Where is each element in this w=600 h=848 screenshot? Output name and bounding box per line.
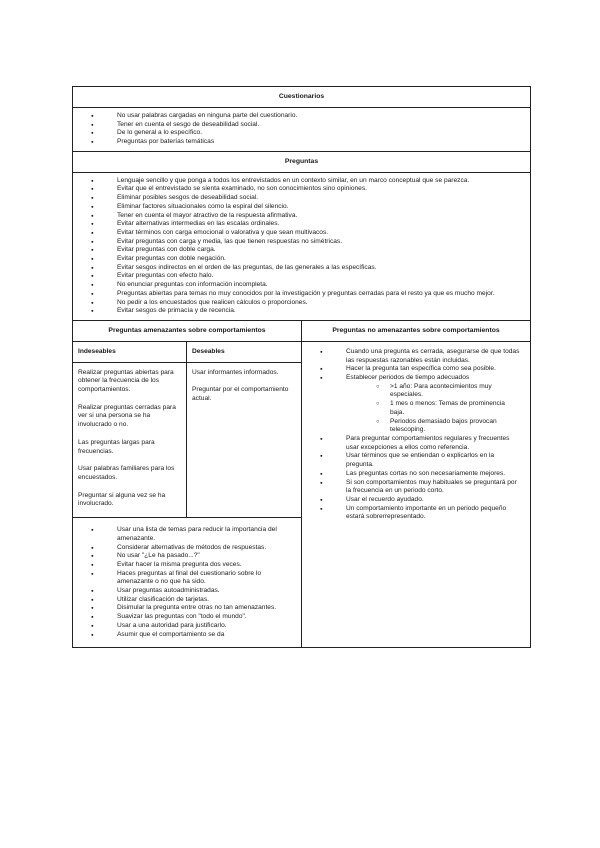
list-item: ● Haces preguntas al final del cuestionario sobre lo amenazante o no que ha sido.: [77, 570, 293, 587]
list-item: ● Usar el recuerdo ayudado.: [306, 496, 520, 505]
list-item: ● Evitar que el entrevistado se sienta examinado, no son conocimientos sino opiniones.: [77, 185, 524, 194]
list-item: ● Eliminar factores situacionales como la espiral del silencio.: [77, 203, 524, 212]
deseable-item: Preguntar por el comportamiento actual.: [192, 386, 289, 403]
list-item: ● Eliminar posibles sesgos de deseabilidad social.: [77, 194, 524, 203]
list-item: ● Lenguaje sencillo y que ponga a todos los entrevistados en un contexto similar, en un marco conceptual que se parezca.: [77, 177, 524, 186]
list-item: ● Preguntas por baterías temáticas: [77, 138, 524, 147]
amenazantes-heading: Preguntas amenazantes sobre comportamientos: [73, 321, 301, 342]
cuestionarios-section: [73, 108, 530, 152]
amenazantes-list-section: [73, 518, 301, 647]
indeseable-item: Preguntar si alguna vez se ha involucrado.: [78, 491, 166, 508]
document-table: [72, 86, 531, 648]
list-item-text: Establecer periodos de tiempo adecuados: [346, 374, 470, 382]
list-item: ● Utilizar clasificación de tarjetas.: [77, 596, 293, 605]
preguntas-section: [73, 173, 530, 321]
indeseable-item: Realizar preguntas abiertas para obtener la frecuencia de los comportamientos.: [78, 368, 174, 394]
indeseables-body: [73, 363, 186, 517]
list-item: ● Considerar alternativas de métodos de respuestas.: [77, 544, 293, 553]
list-item: ● Evitar preguntas con carga y media, las que tienen respuestas no simétricas.: [77, 238, 524, 247]
no-amenazantes-heading: Preguntas no amenazantes sobre comportamientos: [302, 321, 530, 342]
sub-list-item: ○ 1 mes o menos: Temas de prominencia baja.: [346, 400, 520, 417]
list-item: ● Evitar sesgos de primacía y de recencia.: [77, 307, 524, 316]
list-item: ● Evitar preguntas con doble negación.: [77, 255, 524, 264]
list-item: ● Para preguntar comportamientos regulares y frecuentes usar excepciones a ellos como referencia.: [306, 435, 520, 452]
list-item: ● Asumir que el comportamiento se da: [77, 631, 293, 640]
deseables-header: Deseables: [187, 342, 301, 363]
list-item: ● No usar "¿Le ha pasado...?": [77, 552, 293, 561]
list-item: [306, 374, 520, 435]
indeseable-item: Realizar preguntas cerradas para ver si una persona se ha involucrado o no.: [78, 403, 176, 429]
list-item: ● Hacer la pregunta tan específica como sea posible.: [306, 365, 520, 374]
list-item: ● Tener en cuenta el mayor atractivo de la respuesta afirmativa.: [77, 212, 524, 221]
list-item: ● Evitar preguntas con doble carga.: [77, 246, 524, 255]
list-item: ● Preguntas abiertas para temas no muy conocidos por la investigación y preguntas cerradas para el resto ya que es mucho mejor.: [77, 290, 524, 299]
list-item: ● Las preguntas cortas no son necesariamente mejores.: [306, 470, 520, 479]
list-item: ● Usar preguntas autoadministradas.: [77, 587, 293, 596]
list-item: ● Usar a una autoridad para justificarlo.: [77, 622, 293, 631]
list-item: ● Evitar sesgos indirectos en el orden de las preguntas, de las generales a las específicas.: [77, 264, 524, 273]
list-item: ● Suavizar las preguntas con "todo el mundo".: [77, 613, 293, 622]
list-item: ● No enunciar preguntas con información incompleta.: [77, 281, 524, 290]
indeseables-column: [73, 342, 187, 517]
list-item: ● Un comportamiento importante en un periodo pequeño estará sobrerrepresentado.: [306, 505, 520, 522]
list-item: ● Evitar alternativas intermedias en las escalas ordinales.: [77, 220, 524, 229]
deseables-body: [187, 363, 301, 412]
cuestionarios-list: [77, 112, 524, 147]
list-item: ● Si son comportamientos muy habituales se preguntará por la frecuencia en un periodo corto.: [306, 479, 520, 496]
deseables-column: [187, 342, 301, 517]
comportamientos-columns: [73, 321, 530, 647]
no-amenazantes-column: [302, 321, 530, 647]
list-item: ● Tener en cuenta el sesgo de deseabilidad social.: [77, 121, 524, 130]
amenazantes-column: [73, 321, 302, 647]
indeseables-header: Indeseables: [73, 342, 186, 363]
list-item: ● Evitar preguntas con efecto halo.: [77, 272, 524, 281]
list-item: ● Usar una lista de temas para reducir la importancia del amenazante.: [77, 526, 293, 543]
no-amenazantes-section: [302, 342, 530, 528]
list-item: ● No usar palabras cargadas en ninguna parte del cuestionario.: [77, 112, 524, 121]
deseable-item: Usar informantes informados.: [192, 368, 279, 376]
list-item: ● Evitar hacer la misma pregunta dos veces.: [77, 561, 293, 570]
list-item: ● Evitar términos con carga emocional o valorativa y que sean multivacos.: [77, 229, 524, 238]
list-item: ● Cuando una pregunta es cerrada, asegurarse de que todas las respuestas razonables están incluidas.: [306, 348, 520, 365]
indeseable-item: Las preguntas largas para frecuencias.: [78, 438, 155, 455]
list-item: ● Usar términos que se entiendan o explicarlos en la pregunta.: [306, 452, 520, 469]
amenazantes-subtable: [73, 342, 301, 518]
list-item: ● No pedir a los encuestados que realicen cálculos o proporciones.: [77, 299, 524, 308]
amenazantes-list: [77, 526, 293, 639]
list-item: ● Disimular la pregunta entre otras no tan amenazantes.: [77, 604, 293, 613]
preguntas-heading: Preguntas: [73, 152, 530, 173]
sub-list-item: ○ >1 año: Para acontecimientos muy especiales.: [346, 383, 520, 400]
sub-list-item: ○ Periodos demasiado bajos provocan telescoping.: [346, 418, 520, 435]
no-amenazantes-list: [306, 348, 520, 522]
indeseable-item: Usar palabras familiares para los encuestados.: [78, 465, 175, 481]
list-item: ● De lo general a lo específico.: [77, 129, 524, 138]
preguntas-list: [77, 177, 524, 316]
periodos-sublist: [346, 383, 520, 435]
cuestionarios-heading: Cuestionarios: [73, 87, 530, 108]
